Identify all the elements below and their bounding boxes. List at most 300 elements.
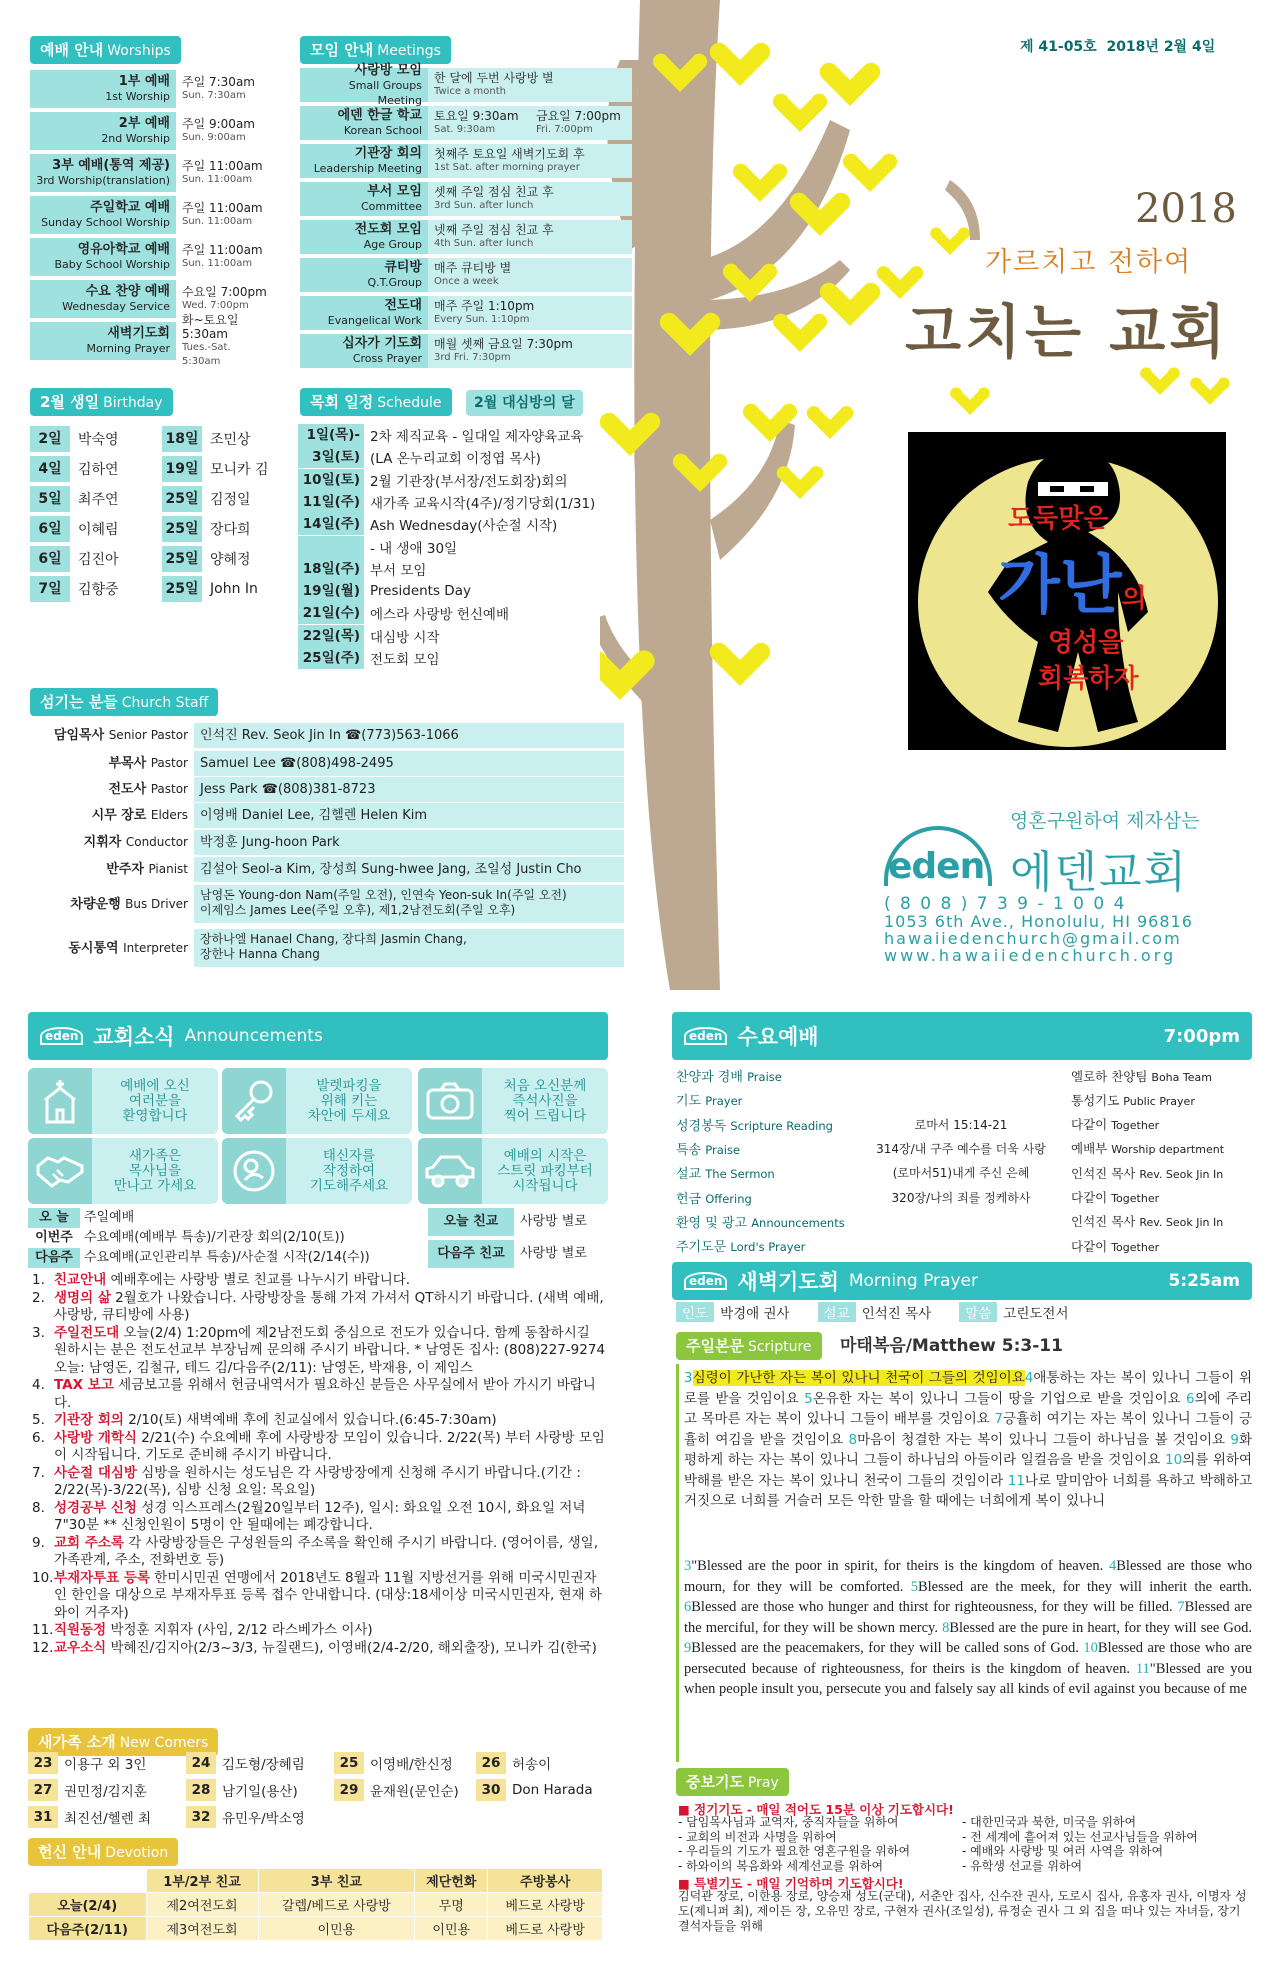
prayer-topic: - 우리들의 기도가 필요한 영혼구원을 위하여 [678,1844,911,1858]
notice-item [32,1570,607,1623]
meeting-name [300,182,428,216]
notice-body [54,1640,597,1658]
church-email[interactable]: hawaiiedenchurch@gmail.com [884,929,1182,948]
notice-text: 한미시민권 연맹에서 2018년도 8월과 11월 지방선거를 위해 미국시민권자인 한인을 대상으로 부재자투표 등록 접수 안내합니다. (대상:18세이상 미국시민권자, 현재 하와이 거주자) [54,1569,602,1621]
order-detail: 320장/나의 죄를 정케하사 [891,1190,1031,1205]
staff-role [30,857,194,882]
order-leader [1071,1067,1236,1085]
order-leader-kr: 다같이 [1071,1117,1112,1133]
birthday-name: 모니카 김 [210,462,269,478]
birthday-item [162,456,307,482]
birthday-header-kr: 2월 생일 [40,393,100,411]
verse-text: 화평하게 하는 자는 복이 있나니 그들이 하나님의 아들이라 일컬음을 받을 것임이요 [684,1431,1252,1468]
meetings-header-kr: 모임 안내 [310,41,374,59]
order-leader [1071,1164,1236,1182]
order-item-en: Prayer [705,1094,743,1109]
schedule-item [298,536,457,558]
schedule-event: 새가족 교육시작(4주)/정기당회(1/31) [370,495,596,512]
worship-row [30,196,276,234]
notice-text: 각 사랑방장들은 구성원들의 주소록을 확인해 주시기 바랍니다. (영어이름, 생일, 가족관계, 주소, 전화번호 등) [54,1534,598,1568]
verse-number: 10 [1165,1452,1183,1468]
prayer-topic: - 하와이의 복음화와 세계선교를 위하여 [678,1858,884,1873]
devotion-col-header: 주방봉사 [488,1869,603,1893]
eden-logo-icon: eden [684,1272,727,1290]
worship-name-kr: 새벽기도회 [107,326,170,341]
meeting-name [300,144,428,178]
schedule-date: 14일(주) [298,513,364,535]
worship-time [176,196,276,234]
staff-role-en: Elders [150,808,188,822]
newcomer-name: 권민정/김지훈 [64,1784,147,1800]
banner-line1: 도둑맞은 [1008,504,1109,534]
wednesday-item [676,1186,1236,1209]
meeting-time-en: 1st Sat. after morning prayer [434,162,580,173]
meeting-name-kr: 부서 모임 [367,184,422,199]
meeting-name-en: Committee [360,200,422,213]
eden-logo-icon: eden [40,1027,83,1045]
staff-row [30,723,624,748]
staff-names-line: 남영돈 Young-don Nam(주일 오전), 인연숙 Yeon-suk In(주일 오전) [200,888,567,902]
schedule-event: Presidents Day [370,583,471,600]
schedule-tag: 2월 대심방의 달 [466,390,583,416]
worships-header-kr: 예배 안내 [40,41,104,59]
schedule-item [298,647,440,669]
order-leader [1071,1091,1236,1109]
birthday-date: 7일 [30,576,70,602]
newcomer-item [476,1779,616,1801]
order-item [676,1090,851,1109]
newcomers-header-en: New Comers [119,1735,209,1751]
meeting-time [428,258,632,292]
morning-text-value: 고린도전서 [1003,1306,1069,1322]
worship-time-en: Sun. 11:00am [182,216,253,227]
devotion-row [29,1917,603,1941]
staff-role [30,751,194,776]
staff-names: 김설아 Seol-a Kim, 장성희 Sung-hwee Jang, 조일성 Justin Cho [194,857,624,882]
notice-body [54,1325,607,1378]
order-item [676,1188,851,1207]
schedule-item [298,469,568,491]
church-name: 에덴교회 [1010,847,1189,898]
meeting-time [428,334,632,368]
verse-text: "Blessed are the poor in spirit, for theirs is the kingdom of heaven. [691,1558,1109,1574]
verse-text: Blessed are the pure in heart, for they will see God. [949,1619,1252,1636]
notice-body [54,1465,607,1500]
newcomer-item [28,1806,168,1828]
notice-text: 2/21(수) 수요예배 후에 사랑방장 모임이 있습니다. 2/22(목) 부터 사랑방 모임이 시작됩니다. 기도로 준비해 주시기 바랍니다. [54,1429,605,1463]
title-line2: 고치는 교회 [905,298,1230,366]
worship-time-en: Wed. 7:00pm [182,300,249,311]
staff-role [30,929,194,967]
birthday-date: 2일 [30,426,70,452]
order-leader-kr: 다같이 [1071,1190,1112,1205]
devotion-cell: 베드로 사랑방 [488,1893,603,1917]
worship-name-kr: 주일학교 예배 [90,200,170,215]
worship-time-en: Sun. 7:30am [182,90,246,101]
staff-row [30,830,624,855]
meeting-name-kr: 큐티방 [384,260,422,275]
meeting-name [300,258,428,292]
pray-header [676,1768,789,1796]
verse-text: Blessed are the meek, for they will inherit the earth. [917,1578,1252,1595]
notice-heading: 직원동정 [54,1622,107,1638]
newcomer-name: 유민우/박소영 [222,1811,305,1827]
order-item-en: Praise [747,1070,782,1084]
notice-item [32,1412,607,1430]
staff-names-line: 장하나엘 Hanael Chang, 장다희 Jasmin Chang, [200,932,467,946]
notice-heading: 교우소식 [54,1639,107,1656]
schedule-item [298,558,426,580]
wednesday-item [676,1113,1236,1136]
staff-role-en: Interpreter [123,941,188,955]
worship-time [176,70,276,108]
info-thisweek-label: 이번주 [28,1228,80,1248]
order-leader-en: Worship department [1111,1143,1225,1157]
order-leader [1071,1115,1236,1133]
meeting-name [300,106,428,140]
notice-heading: TAX 보고 [54,1377,114,1393]
banner-keyword: 가난 [998,549,1122,623]
devotion-col-header: 3부 친교 [258,1869,415,1893]
newcomer-number: 29 [334,1779,364,1801]
worship-time-kr: 주일 11:00am [182,201,263,215]
birthday-item [30,456,175,482]
staff-names: 인석진 Rev. Seok Jin In ☎(773)563-1066 [194,723,624,748]
staff-names: Samuel Lee ☎(808)498-2495 [194,751,624,776]
verse-number: 7 [994,1411,1003,1427]
birthday-date: 25일 [162,486,202,512]
issue-date: 2018년 2월 4일 [1106,39,1216,55]
newcomer-name: 이용구 외 3인 [64,1757,147,1773]
notice-text: 오늘(2/4) 1:20pm에 제2남전도회 중심으로 전도가 있습니다. 함께 동참하시길 원하시는 분은 전도선교부 부장님께 문의해 주시기 바랍니다. * 남영돈 집사: (808)227-9274 오늘: 남영돈, 김철규, 테드 김/다음주(2/11): 남영돈, 박재용, 이 제임스 [54,1324,606,1376]
worship-name-en: Morning Prayer [86,342,170,355]
announcements-header-en: Announcements [184,1026,323,1046]
notice-heading: 친교안내 [54,1272,107,1288]
notice-number: 3. [32,1324,45,1341]
meeting-name-kr: 사랑방 모임 [354,62,422,78]
staff-role-kr: 동시통역 [68,941,124,956]
meeting-name-en: Cross Prayer [352,352,422,365]
birthday-date: 25일 [162,516,202,542]
worship-name-kr: 수요 찬양 예배 [85,284,170,299]
car-icon [418,1138,482,1204]
meeting-time-kr: 토요일 9:30am [434,109,519,123]
worship-time-kr: 수요일 7:00pm [182,285,267,299]
order-leader-kr: 엘로하 찬양팀 [1071,1068,1152,1084]
schedule-item [298,580,471,602]
eden-logo-icon: eden [684,1027,727,1045]
schedule-event: 2월 기관장(부서장/전도회장)회의 [370,473,568,490]
morning-header-kr: 새벽기도회 [737,1270,839,1294]
morning-text-label: 말씀 [959,1302,997,1322]
newcomer-name: 남기일(용산) [222,1784,298,1800]
newcomer-item [334,1779,474,1801]
morning-time: 5:25am [1168,1271,1240,1291]
devotion-table [28,1868,603,1941]
newcomer-number: 27 [28,1779,58,1801]
verse-text: 의를 위하여 박해를 받은 자는 복이 있나니 천국이 그들의 것임이라 [684,1452,1252,1489]
verse-text: 애통하는 자는 복이 있나니 그들이 위로를 받을 것임이요 [684,1370,1252,1407]
banner-line3: 영성을 [1048,628,1124,658]
devotion-col-header [29,1869,147,1893]
newcomer-number: 28 [186,1779,216,1801]
verse-number: 10 [1083,1640,1098,1656]
schedule-date: 11일(주) [298,491,364,513]
notice-item [32,1430,607,1465]
meeting-time-kr: 첫째주 토요일 새벽기도회 후 [434,147,585,161]
church-icon [28,1068,92,1134]
newcomer-item [334,1752,474,1774]
birthday-item [162,546,307,572]
verse-text: Blessed are the merciful, for they will be shown mercy. [684,1599,1253,1636]
devotion-cell: 베드로 사랑방 [488,1917,603,1941]
notice-body [54,1535,607,1570]
birthday-name: 김정일 [210,492,251,508]
schedule-event: 2차 제직교육 - 일대일 제자양육교육 [370,429,584,445]
order-item-kr: 기도 [676,1094,706,1110]
newcomer-number: 23 [28,1752,58,1774]
verse-number: 8 [942,1619,950,1636]
notice-heading: 사랑방 개학식 [54,1429,137,1446]
fellowship-next-label: 다음주 친교 [428,1240,514,1268]
schedule-date: 10일(토) [298,469,364,491]
staff-role-en: Conductor [125,835,188,849]
schedule-event: 대심방 시작 [370,629,440,646]
meeting-row [300,144,632,178]
morning-preacher-value: 인석진 목사 [861,1306,932,1322]
order-leader-en: Boha Team [1151,1070,1212,1084]
birthday-date: 18일 [162,426,202,452]
info-thisweek-value: 수요예배(예배부 특송)/기관장 회의(2/10(토)) [84,1230,345,1245]
meeting-name [300,220,428,254]
newcomer-item [476,1752,616,1774]
birthday-date: 6일 [30,546,70,572]
announcement-tile [28,1068,218,1134]
meeting-row [300,106,632,140]
meeting-time-kr: 넷째 주일 점심 친교 후 [434,223,554,237]
notice-item [32,1535,607,1570]
scripture-header-en: Scripture [747,1339,812,1355]
birthday-name: 김진아 [78,552,119,568]
meeting-name [300,334,428,368]
notice-number: 6. [32,1429,45,1446]
staff-row [30,751,624,776]
pray-special-title: ■ 특별기도 - 매일 기억하며 기도합시다! [678,1876,904,1891]
worship-name-en: Wednesday Service [62,300,170,313]
notice-body [54,1622,373,1640]
worship-name [30,70,176,108]
meeting-row [300,296,632,330]
order-detail: (로마서51)내게 주신 은혜 [892,1166,1030,1181]
announcement-tile-text: 예배의 시작은 스트릿 파킹부터 시작됩니다 [497,1147,593,1194]
order-leader-kr: 통성기도 [1071,1092,1124,1108]
morning-leader-label: 인도 [676,1302,714,1322]
announcements-header [28,1012,608,1060]
meeting-time-kr: 금요일 7:00pm [536,109,621,123]
order-item-kr: 찬양과 경배 [676,1070,748,1085]
meeting-name-kr: 전도회 모임 [354,222,422,237]
birthday-item [30,516,175,542]
worship-row [30,238,276,276]
prayer-topic: - 유학생 선교를 위하여 [962,1858,1083,1873]
meeting-time [428,144,632,178]
worship-row [30,70,276,108]
order-item-en: The Sermon [705,1167,775,1182]
notice-number: 1. [32,1272,45,1288]
fellowship-today-value: 사랑방 별로 [520,1214,587,1229]
notice-heading: 생명의 삶 [54,1289,111,1306]
verse-number: 7 [1177,1599,1185,1615]
scripture-english [684,1556,1252,1700]
staff-role [30,830,194,855]
staff-names [194,885,624,923]
notice-text: 2월호가 나왔습니다. 사랑방장을 통해 가져 가셔서 QT하시기 바랍니다. (새벽 예배, 사랑방, 큐티방에 사용) [54,1289,604,1323]
schedule-date: 1일(목)- [298,424,364,446]
order-leader [1071,1188,1236,1206]
notice-heading: 부재자투표 등록 [54,1569,150,1586]
worships-header [30,36,181,64]
verse-number: 11 [1135,1660,1150,1677]
notice-item [32,1290,607,1325]
wednesday-item [676,1161,1236,1184]
wednesday-time: 7:00pm [1163,1025,1240,1047]
notice-number: 7. [32,1464,45,1481]
worship-time-kr: 화~토요일 5:30am [182,313,239,341]
meeting-time-kr: 매월 셋째 금요일 7:30pm [434,337,573,351]
worship-time [176,112,276,150]
schedule-date: 3일(토) [298,446,364,468]
meeting-time-en: Fri. 7:00pm [536,124,593,135]
banner-particle: 의 [1121,584,1147,614]
newcomer-number: 30 [476,1779,506,1801]
verse-text: Blessed are those who mourn, for they will be comforted. [684,1558,1252,1595]
announcement-tile-text: 발렛파킹을 위해 키는 차안에 두세요 [307,1077,391,1124]
birthday-name: 이혜림 [78,522,119,538]
scripture-border [676,1364,679,1762]
notice-heading: 기관장 회의 [54,1412,124,1428]
order-item-en: Offering [705,1191,752,1206]
worship-time [176,154,276,192]
notice-item [32,1622,607,1640]
meeting-time-2 [530,106,632,140]
schedule-date: 21일(수) [298,602,364,624]
worship-name-kr: 1부 예배 [118,74,170,89]
wednesday-item [676,1088,1236,1111]
verse-text: 온유한 자는 복이 있나니 그들이 땅을 기업으로 받을 것임이요 [812,1390,1186,1407]
order-item-kr: 헌금 [676,1191,706,1207]
staff-row [30,777,624,802]
notice-number: 5. [32,1412,45,1428]
verse-number: 8 [848,1431,858,1448]
birthday-item [162,516,307,542]
staff-role [30,723,194,748]
schedule-item [298,491,595,513]
notice-text: 박정훈 지휘자 (사임, 2/12 라스베가스 이사) [106,1622,373,1638]
worship-row [30,154,276,192]
birthday-item [162,576,307,602]
meeting-time-kr: 매주 주일 1:10pm [434,299,535,313]
order-item-en: Lord's Prayer [730,1240,806,1255]
title-year: 2018 [1135,186,1237,232]
birthday-name: 최주연 [78,492,119,508]
staff-role-kr: 시무 장로 [91,808,151,823]
meeting-row [300,182,632,216]
notice-number: 12. [32,1639,54,1656]
meeting-row [300,334,632,368]
meeting-time-en: Twice a month [434,86,507,97]
verse-text: Blessed are those who are persecuted because of righteousness, for theirs is the kingdom of heaven. [684,1640,1252,1677]
worship-row [30,112,276,150]
notice-item [32,1500,607,1535]
meeting-time-en: 3rd Sun. after lunch [434,200,534,211]
meeting-name-en: Q.T.Group [367,276,422,289]
info-next-label: 다음주 [28,1248,80,1268]
worship-time-en: Sun. 9:00am [182,132,246,143]
schedule-event: 에스라 사랑방 헌신예배 [370,607,509,624]
order-item [676,1066,851,1085]
devotion-cell: 제3여전도회 [146,1917,258,1941]
notice-number: 4. [32,1377,45,1393]
worship-name [30,154,176,192]
announcement-tile [28,1138,218,1204]
announcement-tile-text: 새가족은 목사님을 만나고 가세요 [113,1147,197,1194]
devotion-cell: 무명 [415,1893,488,1917]
birthday-header [30,388,173,416]
meeting-name [300,62,428,107]
schedule-header [300,388,452,416]
announcements-header-kr: 교회소식 [93,1025,175,1049]
verse-text: "Blessed are you when people insult you, persecute you and falsely say all kinds of evil against you because of me [684,1660,1252,1697]
birthday-name: 장다희 [210,522,251,538]
order-item-kr: 특송 [676,1142,706,1158]
announcement-tile-text: 처음 오신분께 즉석사진을 찍어 드립니다 [503,1077,587,1124]
order-item-en: Scripture Reading [730,1118,833,1133]
fellowship-today-label: 오늘 친교 [428,1208,514,1236]
baby-icon [222,1138,286,1204]
info-next-value: 수요예배(교인관리부 특송)/사순절 시작(2/14(수)) [84,1250,370,1265]
newcomer-name: 윤재원(문인순) [370,1784,459,1800]
announcement-tile [418,1138,608,1204]
staff-header-kr: 섬기는 분들 [40,693,118,711]
staff-role-kr: 전도사 [108,782,151,797]
worship-name [30,196,176,234]
order-leader [1071,1212,1236,1230]
birthday-date: 25일 [162,546,202,572]
morning-info [676,1302,1069,1322]
staff-row [30,803,624,828]
notice-text: 성경 익스프레스(2월20일부터 12주), 일시: 화요일 오전 10시, 화요일 저녁 7"30분 ** 신청인원이 5명이 안 될때에는 폐강합니다. [54,1499,586,1533]
church-web[interactable]: www.hawaiiedenchurch.org [884,946,1177,965]
devotion-cell: 갈렙/베드로 사랑방 [258,1893,415,1917]
schedule-event: Ash Wednesday(사순절 시작) [370,518,558,535]
devotion-cell: 이민용 [415,1917,488,1941]
worship-time-kr: 주일 7:30am [182,75,255,89]
morning-leader-value: 박경애 권사 [720,1306,790,1322]
worship-name-en: 2nd Worship [101,132,170,145]
prayer-topic: - 담임목사님과 교역자, 중직자들을 위하여 [678,1815,899,1829]
worship-time-kr: 주일 11:00am [182,159,263,173]
order-leader [1071,1237,1236,1255]
order-item [676,1139,851,1158]
notice-item [32,1465,607,1500]
banner-line4: 회복하자 [1038,664,1139,694]
verse-number: 4 [1109,1558,1117,1574]
staff-role-kr: 부목사 [108,756,151,771]
staff-header-en: Church Staff [121,695,209,711]
verse-number: 6 [1185,1390,1195,1407]
schedule-event: (LA 온누리교회 이정엽 목사) [370,451,541,468]
order-leader-kr: 예배부 [1071,1141,1112,1157]
